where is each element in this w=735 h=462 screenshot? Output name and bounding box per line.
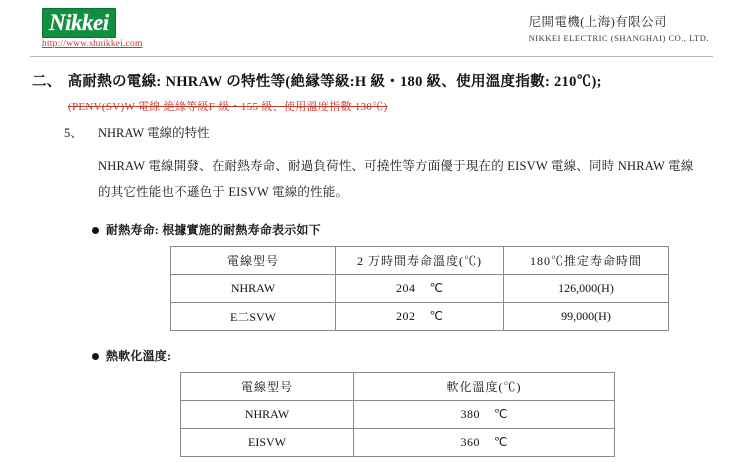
cell-model: EISVW bbox=[181, 429, 354, 457]
section-title-text: 高耐熱の電線: NHRAW の特性等(絶縁等級:H 級・180 級、使用溫度指數: 210℃); bbox=[67, 74, 602, 90]
company-name-en: NIKKEI ELECTRIC (SHANGHAI) CO., LTD. bbox=[528, 33, 709, 43]
heat-life-bullet bbox=[92, 221, 711, 238]
table-row bbox=[181, 429, 615, 457]
logo-badge bbox=[42, 8, 116, 38]
item-heading bbox=[64, 123, 711, 141]
company-website-link[interactable]: http://www.shnikkei.com bbox=[42, 39, 143, 49]
table-row bbox=[171, 303, 669, 331]
cell-life-temp-value: 202 bbox=[396, 309, 416, 323]
logo-wordmark: Nikkei bbox=[49, 10, 109, 35]
cell-softening-temp-value: 380 bbox=[460, 407, 480, 421]
cell-life-temp bbox=[336, 303, 504, 331]
cell-life-temp-unit: ℃ bbox=[429, 309, 443, 323]
cell-life-hours: 126,000(H) bbox=[504, 275, 669, 303]
table-row bbox=[171, 275, 669, 303]
col-header-model: 電線型号 bbox=[171, 247, 336, 275]
cell-model: NHRAW bbox=[171, 275, 336, 303]
heat-life-table bbox=[170, 246, 669, 331]
section-number: 二、 bbox=[32, 74, 62, 90]
paragraph-line-2: 的其它性能也不遜色于 EISVW 電線的性能。 bbox=[98, 185, 349, 199]
brand-logo bbox=[42, 8, 182, 49]
company-name-cn: 尼開電機(上海)有限公司 bbox=[528, 15, 667, 29]
paragraph-line-1: NHRAW 電線開發、在耐熱寿命、耐過負荷性、可撓性等方面優于現在的 EISVW 電線、同時 NHRAW 電線 bbox=[98, 159, 694, 173]
body-paragraph bbox=[98, 153, 711, 205]
col-header-life-temp: 2 万時間寿命溫度(℃) bbox=[336, 247, 504, 275]
item-title-text: NHRAW 電線的特性 bbox=[98, 126, 210, 140]
col-header-life-hours: 180℃推定寿命時間 bbox=[504, 247, 669, 275]
bullet-dot-icon bbox=[92, 353, 99, 360]
cell-softening-temp-unit: ℃ bbox=[494, 435, 508, 449]
cell-softening-temp bbox=[354, 401, 615, 429]
table-header-row bbox=[171, 247, 669, 275]
softening-temp-bullet-text: 熱軟化溫度: bbox=[106, 349, 172, 363]
col-header-model: 電線型号 bbox=[181, 373, 354, 401]
bullet-dot-icon bbox=[92, 227, 99, 234]
cell-life-hours: 99,000(H) bbox=[504, 303, 669, 331]
section-struck-note: (PENV(SV)W 電線 絶緣等級F 級・155 級、使用溫度指數 130℃) bbox=[68, 101, 388, 113]
softening-temp-bullet bbox=[92, 347, 711, 364]
cell-model: E二SVW bbox=[171, 303, 336, 331]
table-row bbox=[181, 401, 615, 429]
cell-softening-temp-unit: ℃ bbox=[494, 407, 508, 421]
cell-life-temp bbox=[336, 275, 504, 303]
table-header-row bbox=[181, 373, 615, 401]
softening-temp-table bbox=[180, 372, 615, 457]
cell-softening-temp bbox=[354, 429, 615, 457]
col-header-softening-temp: 軟化溫度(℃) bbox=[354, 373, 615, 401]
cell-life-temp-unit: ℃ bbox=[429, 281, 443, 295]
cell-life-temp-value: 204 bbox=[396, 281, 416, 295]
page-header bbox=[0, 0, 735, 56]
cell-model: NHRAW bbox=[181, 401, 354, 429]
company-identity bbox=[529, 12, 709, 43]
item-number: 5、 bbox=[64, 126, 83, 140]
heat-life-bullet-text: 耐熱寿命: 根據實施的耐熱寿命表示如下 bbox=[106, 223, 321, 237]
section-heading bbox=[32, 70, 711, 91]
cell-softening-temp-value: 360 bbox=[460, 435, 480, 449]
document-body bbox=[0, 56, 735, 457]
